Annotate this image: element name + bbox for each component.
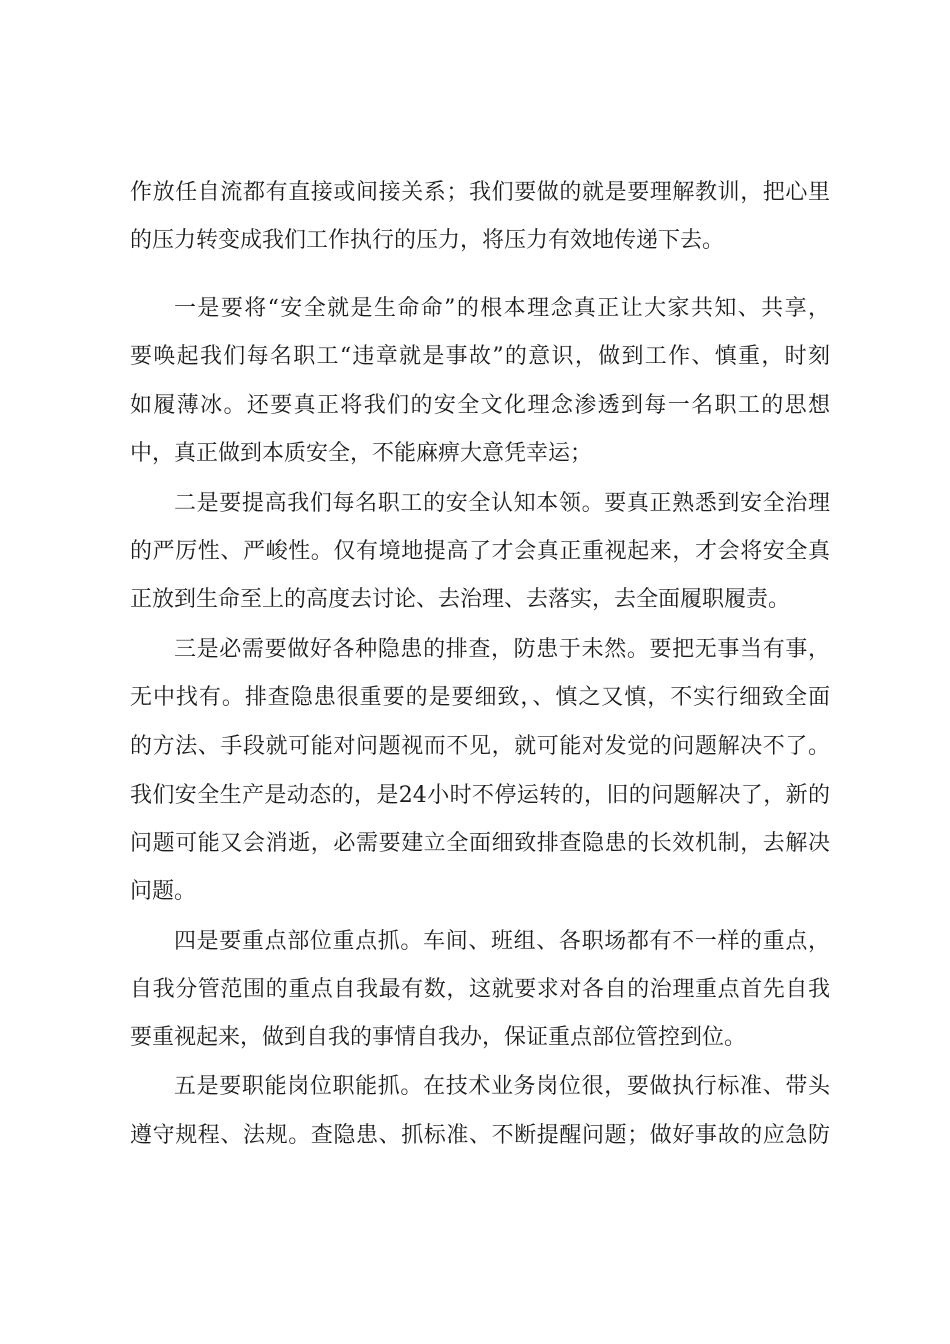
text-line: 作放任自流都有直接或间接关系；我们要做的就是要理解教训，把心里 [130, 180, 830, 205]
text-line: 的严厉性、严峻性。仅有境地提高了才会真正重视起来，才会将安全真 [130, 539, 830, 564]
text-line: 要重视起来，做到自我的事情自我办，保证重点部位管控到位。 [130, 1025, 747, 1050]
text-line: 中，真正做到本质安全，不能麻痹大意凭幸运； [130, 441, 593, 466]
text-line: 一是要将“安全就是生命命”的根本理念真正让大家共知、共享， [174, 296, 830, 321]
text-line: 我们安全生产是动态的，是24小时不停运转的，旧的问题解决了，新的 [130, 783, 830, 808]
text-line: 正放到生命至上的高度去讨论、去治理、去落实，去全面履职履责。 [130, 587, 791, 612]
text-line: 问题。 [130, 879, 197, 904]
text-line: 自我分管范围的重点自我最有数，这就要求对各自的治理重点首先自我 [130, 977, 830, 1002]
text-line: 问题可能又会消逝，必需要建立全面细致排查隐患的长效机制，去解决 [130, 831, 830, 856]
text-line: 无中找有。排查隐患很重要的是要细致，、慎之又慎，不实行细致全面 [130, 685, 830, 710]
text-line: 要唤起我们每名职工“违章就是事故”的意识，做到工作、慎重，时刻 [130, 344, 830, 369]
text-line: 二是要提高我们每名职工的安全认知本领。要真正熟悉到安全治理 [174, 491, 830, 516]
text-line: 三是必需要做好各种隐患的排查，防患于未然。要把无事当有事， [174, 637, 830, 662]
text-line: 的压力转变成我们工作执行的压力，将压力有效地传递下去。 [130, 228, 725, 253]
text-line: 如履薄冰。还要真正将我们的安全文化理念渗透到每一名职工的思想 [130, 393, 830, 418]
text-line: 五是要职能岗位职能抓。在技术业务岗位很，要做执行标准、带头 [174, 1074, 830, 1099]
text-line: 四是要重点部位重点抓。车间、班组、各职场都有不一样的重点， [174, 929, 830, 954]
text-line: 遵守规程、法规。查隐患、抓标准、不断提醒问题；做好事故的应急防 [130, 1123, 830, 1148]
text-line: 的方法、手段就可能对问题视而不见，就可能对发觉的问题解决不了。 [130, 734, 830, 759]
